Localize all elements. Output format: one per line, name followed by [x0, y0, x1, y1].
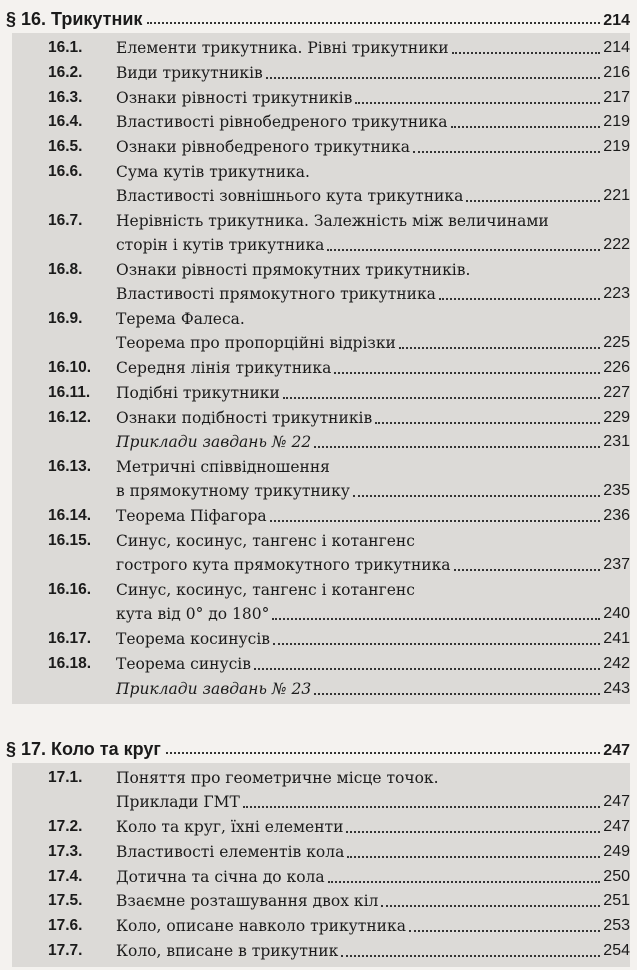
entry-title-line: Ознаки рівності прямокутних трикутників. [116, 261, 471, 279]
entry-number: 17.6. [48, 917, 83, 935]
entry-title-line: Поняття про геометричне місце точок. [116, 769, 439, 787]
toc-entry[interactable] [38, 652, 630, 676]
toc-entry[interactable] [38, 209, 630, 257]
dot-leader [270, 520, 601, 522]
dot-leader [451, 126, 601, 128]
entry-number: 16.7. [48, 212, 83, 229]
page-number: 240 [603, 605, 630, 622]
dot-leader [314, 693, 600, 695]
page-number: 243 [603, 679, 630, 697]
entry-title-line: Теорема Піфагора [116, 507, 267, 526]
toc-entry[interactable] [38, 766, 630, 814]
entry-title-line: Елементи трикутника. Рівні трикутники [116, 39, 449, 57]
page-number: 214 [603, 39, 630, 56]
dot-leader [254, 668, 600, 670]
section-title: § 16. Трикутник [6, 9, 143, 29]
page-number: 225 [603, 334, 630, 351]
toc-entry[interactable] [38, 86, 630, 110]
entry-number: 17.4. [48, 867, 83, 885]
toc-entry[interactable] [38, 258, 630, 306]
page-number: 221 [603, 187, 630, 204]
toc-entry[interactable] [38, 110, 630, 134]
section-heading[interactable] [6, 4, 630, 30]
page-number: 222 [603, 236, 630, 253]
entry-title-line: Середня лінія трикутника [116, 359, 332, 377]
page-number: 247 [603, 742, 630, 759]
entry-number: 16.13. [48, 458, 92, 476]
dot-leader [466, 200, 600, 202]
toc-entry[interactable] [38, 939, 630, 963]
toc-entry[interactable] [38, 61, 630, 85]
entry-title-line: Властивості прямокутного трикутника [116, 285, 436, 303]
entry-title-line: Теорема про пропорційні відрізки [116, 334, 396, 352]
toc-entry[interactable] [38, 889, 630, 913]
page-number: 227 [603, 383, 630, 401]
entry-title-line: Приклади ГМТ [116, 793, 240, 811]
entry-title-line: Метричні співвідношення [116, 458, 330, 477]
dot-leader [328, 881, 601, 883]
dot-leader [347, 856, 600, 858]
entry-title-line: Подібні трикутники [116, 383, 280, 402]
entry-number: 16.11. [48, 383, 91, 401]
page-number: 229 [603, 408, 630, 426]
entry-title-line: Синус, косинус, тангенс і котангенс [116, 581, 415, 599]
dot-leader [381, 905, 600, 907]
entry-number: 16.8. [48, 261, 83, 278]
entry-title-line: Теорема синусів [116, 654, 251, 673]
entry-number: 16.12. [48, 408, 92, 426]
section-heading[interactable] [6, 734, 630, 760]
dot-leader [439, 298, 600, 300]
entry-number: 16.6. [48, 163, 83, 180]
entry-title-line: Ознаки подібності трикутників [116, 408, 373, 427]
entry-number: 16.4. [48, 113, 83, 131]
entry-title-line: кута від 0° до 180° [116, 605, 270, 623]
page-number: 236 [603, 507, 630, 525]
dot-leader [452, 52, 601, 54]
dot-leader [166, 752, 600, 754]
toc-entry[interactable] [38, 627, 630, 651]
toc-entry[interactable] [38, 865, 630, 889]
entry-title-line: Сума кутів трикутника. [116, 163, 310, 181]
page-number: 251 [603, 892, 630, 910]
page-number: 249 [603, 842, 630, 860]
entry-title-line: в прямокутному трикутнику [116, 482, 350, 501]
dot-leader [375, 422, 600, 424]
dot-leader [147, 22, 600, 24]
entry-title-line: Ознаки рівності трикутників [116, 88, 353, 107]
page-number: 235 [603, 482, 630, 500]
page-number: 253 [603, 917, 630, 935]
dot-leader [273, 643, 600, 645]
dot-leader [355, 102, 600, 104]
page-number: 214 [603, 12, 630, 29]
entry-number: 16.1. [48, 39, 83, 56]
page-number: 250 [603, 867, 630, 885]
entry-title-line: Властивості рівнобедреного трикутника [116, 113, 448, 132]
page-number: 231 [603, 433, 630, 451]
dot-leader [413, 151, 600, 153]
entry-title-line: Коло та круг, їхні елементи [116, 818, 344, 836]
toc-entry[interactable] [38, 36, 630, 60]
dot-leader [266, 77, 601, 79]
dot-leader [346, 831, 600, 833]
toc-entry[interactable] [38, 840, 630, 864]
dot-leader [243, 806, 600, 808]
entry-number: 16.16. [48, 581, 92, 598]
entry-title-line: Властивості зовнішнього кута трикутника [116, 187, 464, 205]
page-number: 241 [603, 630, 630, 647]
entry-number: 16.9. [48, 310, 83, 327]
page-number: 237 [603, 556, 630, 573]
dot-leader [334, 372, 600, 374]
entry-title-line: Ознаки рівнобедреного трикутника [116, 138, 410, 157]
entry-number: 16.15. [48, 532, 92, 549]
entry-number: 16.5. [48, 138, 83, 156]
entry-title-line: Коло, вписане в трикутник [116, 942, 339, 960]
dot-leader [399, 347, 600, 349]
toc-entry[interactable] [38, 356, 630, 380]
dot-leader [283, 397, 601, 399]
dot-leader [341, 955, 600, 957]
entry-title-line: Взаємне розташування двох кіл [116, 892, 379, 911]
page-number: 226 [603, 359, 630, 376]
dot-leader [327, 249, 600, 251]
entry-title-line: Дотична та січна до кола [116, 867, 325, 886]
entry-number: 17.5. [48, 892, 83, 910]
page-number: 219 [603, 138, 630, 156]
toc-entry[interactable] [38, 406, 630, 430]
toc-entry[interactable] [38, 455, 630, 503]
examples-entry[interactable] [38, 677, 630, 701]
dot-leader [272, 618, 600, 620]
entry-number: 16.2. [48, 63, 83, 81]
entry-title-line: Приклади завдань № 22 [116, 433, 312, 452]
page-number: 242 [603, 654, 630, 672]
page-number: 223 [603, 285, 630, 302]
page-number: 254 [603, 942, 630, 959]
toc-entry[interactable] [38, 578, 630, 626]
entry-title-line: Синус, косинус, тангенс і котангенс [116, 532, 415, 550]
entry-title-line: Види трикутників [116, 63, 263, 82]
toc-entry[interactable] [38, 529, 630, 577]
entry-number: 16.18. [48, 654, 92, 672]
toc-entry[interactable] [38, 914, 630, 938]
page-number: 247 [603, 793, 630, 810]
entry-title-line: Властивості елементів кола [116, 842, 345, 861]
entry-number: 16.3. [48, 88, 83, 106]
entry-title-line: Теорема косинусів [116, 630, 271, 648]
toc-entry[interactable] [38, 381, 630, 405]
entry-title-line: Терема Фалеса. [116, 310, 245, 328]
entry-title-line: сторін і кутів трикутника [116, 236, 325, 254]
page-number: 216 [603, 63, 630, 81]
dot-leader [409, 930, 600, 932]
toc-entry[interactable] [38, 815, 630, 839]
toc-entry[interactable] [38, 135, 630, 159]
entry-number: 17.2. [48, 818, 83, 835]
entry-title-line: Коло, описане навколо трикутника [116, 917, 406, 936]
page-number: 217 [603, 88, 630, 106]
dot-leader [314, 446, 600, 448]
entry-number: 17.1. [48, 769, 83, 786]
examples-entry[interactable] [38, 430, 630, 454]
entry-number: 17.7. [48, 942, 83, 959]
entry-number: 16.10. [48, 359, 92, 376]
toc-entry[interactable] [38, 307, 630, 355]
section-title: § 17. Коло та круг [6, 739, 161, 759]
entry-title-line: гострого кута прямокутного трикутника [116, 556, 451, 574]
entry-number: 16.17. [48, 630, 92, 647]
page-number: 219 [603, 113, 630, 131]
entry-number: 17.3. [48, 842, 83, 860]
page-number: 247 [603, 818, 630, 835]
toc-entry[interactable] [38, 504, 630, 528]
dot-leader [353, 495, 600, 497]
entry-number: 16.14. [48, 507, 92, 525]
dot-leader [454, 569, 601, 571]
toc-entry[interactable] [38, 160, 630, 208]
entry-title-line: Приклади завдань № 23 [116, 679, 312, 698]
entry-title-line: Нерівність трикутника. Залежність між величинами [116, 212, 549, 230]
